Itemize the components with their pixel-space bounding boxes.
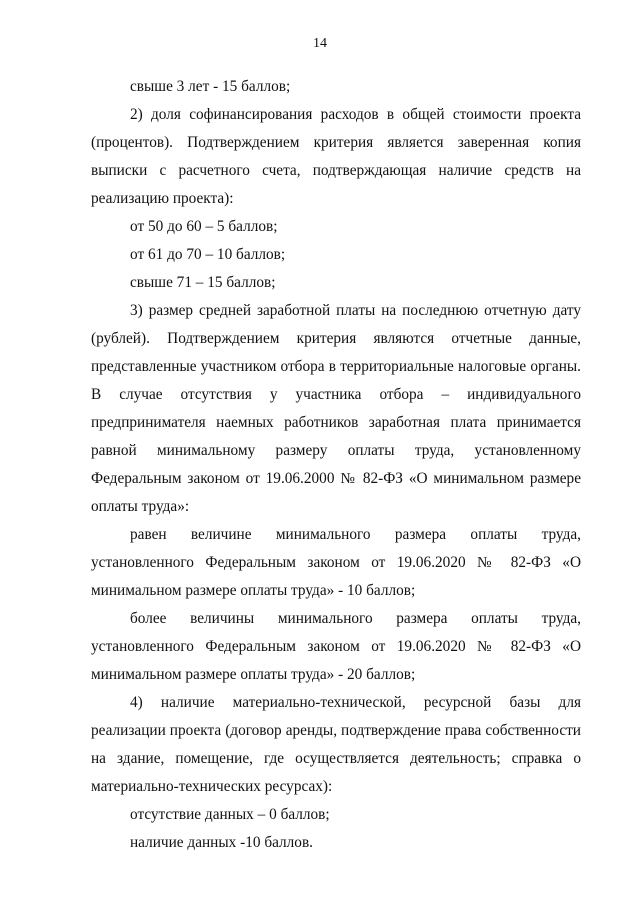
page-number: 14	[313, 36, 327, 51]
paragraph-criterion-3-note: В случае отсутствия у участника отбора – индивидуального предпринимателя наемных работников заработная плата принимается равной минимальному размеру оплаты труда, установленному Федеральным законом от 19.06.2000 № 82-ФЗ «О минимальном размере оплаты труда»:	[91, 386, 581, 515]
list-item-score: равен величине минимального размера оплаты труда, установленного Федеральным законом от 19.06.2020 № 82-ФЗ «О минимальном размере оплаты труда» - 10 баллов;	[91, 526, 581, 599]
paragraph-criterion-1-tail: свыше 3 лет - 15 баллов;	[130, 78, 291, 95]
list-item-score: более величины минимального размера оплаты труда, установленного Федеральным законом от 19.06.2020 № 82-ФЗ «О минимальном размере оплаты труда» - 20 баллов;	[91, 610, 581, 683]
paragraph-criterion-3: 3) размер средней заработной платы на последнюю отчетную дату (рублей). Подтверждением критерия являются отчетные данные, представленные участником отбора в территориальные налоговые органы.	[91, 302, 581, 375]
list-item-score: наличие данных -10 баллов.	[130, 834, 314, 851]
paragraph-criterion-4: 4) наличие материально-технической, ресурсной базы для реализации проекта (договор аренды, подтверждение права собственности на здание, помещение, где осуществляется деятельность; справка о материально-технических ресурсах):	[91, 694, 581, 795]
list-item-score: от 50 до 60 – 5 баллов;	[130, 218, 278, 235]
list-item-score: от 61 до 70 – 10 баллов;	[130, 246, 286, 263]
list-item-score: отсутствие данных – 0 баллов;	[130, 806, 330, 823]
document-body	[91, 73, 581, 857]
paragraph-criterion-2: 2) доля софинансирования расходов в общей стоимости проекта (процентов). Подтверждением критерия является заверенная копия выписки с расчетного счета, подтверждающая наличие средств на реализацию проекта):	[91, 106, 581, 207]
list-item-score: свыше 71 – 15 баллов;	[130, 274, 276, 291]
